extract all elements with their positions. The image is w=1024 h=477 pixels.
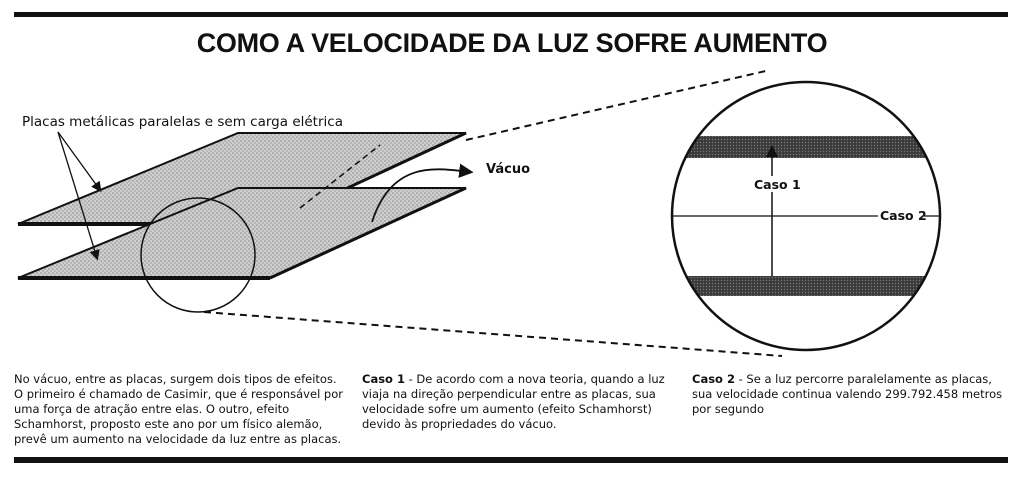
page-title: COMO A VELOCIDADE DA LUZ SOFRE AUMENTO (196, 28, 828, 58)
vacuum-label: Vácuo (486, 162, 531, 177)
caption-case1-heading: Caso 1 (362, 372, 405, 386)
case2-label: Caso 2 (880, 208, 927, 223)
caption-case2-heading: Caso 2 (692, 372, 735, 386)
projection-line-bottom (204, 312, 782, 356)
case1-label: Caso 1 (754, 177, 801, 192)
pointer-upper-plate (58, 132, 100, 190)
caption-case2 (692, 372, 1010, 417)
zoom-circle (660, 82, 960, 350)
bottom-rule (14, 457, 1008, 463)
caption-case1-text: - De acordo com a nova teoria, quando a luz viaja na direção perpendicular entre as placas, sua velocidade sofre um aumento (efeito Schamhorst) devido às propriedades do vácuo. (362, 372, 665, 431)
caption-case2-text: - Se a luz percorre paralelamente as placas, sua velocidade continua valendo 299.792.458 metros por segundo (692, 372, 1003, 416)
plates-label: Placas metálicas paralelas e sem carga elétrica (22, 114, 343, 130)
caption-case1 (362, 372, 692, 432)
caption-intro: No vácuo, entre as placas, surgem dois tipos de efeitos. O primeiro é chamado de Casimir, que é responsável por uma força de atração entre elas. O outro, efeito Schamhorst, proposto este ano por um físico alemão, prevê um aumento na velocidade da luz entre as placas. (14, 372, 343, 446)
